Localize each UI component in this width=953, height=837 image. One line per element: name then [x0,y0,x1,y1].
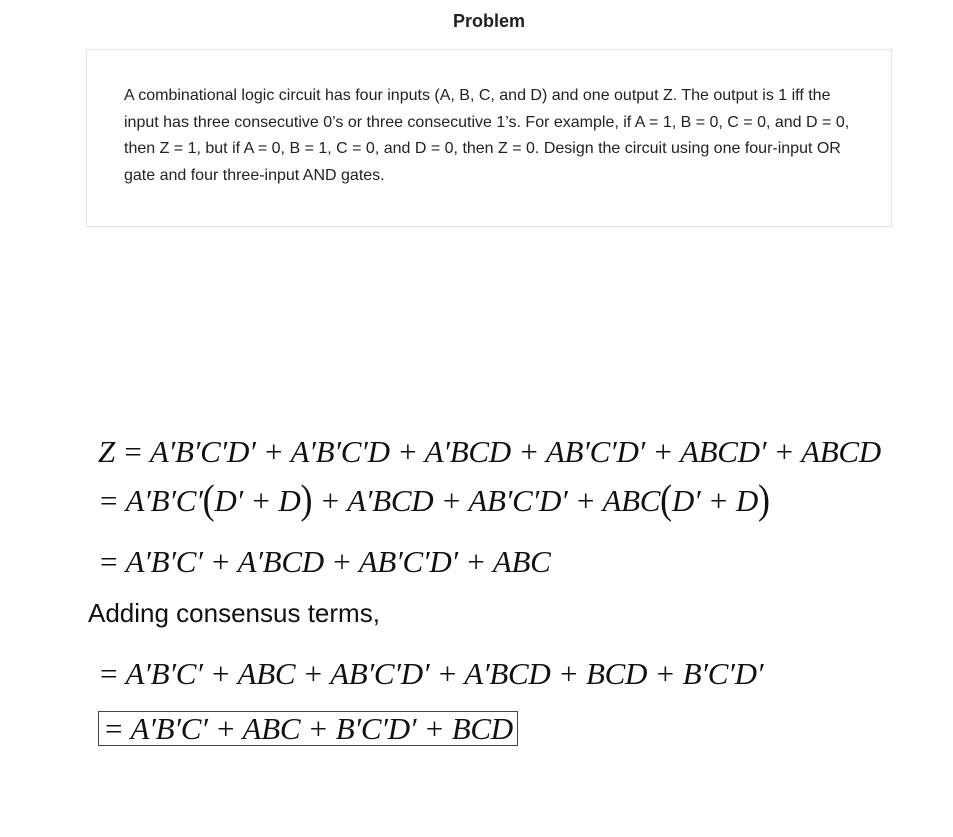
eq2-term1: = A′B′C′ [98,483,203,518]
problem-statement: A combinational logic circuit has four inputs (A, B, C, and D) and one output Z. The output is 1 iff the input has three consecutive 0’s or three consecutive 1’s. For example, if A = 1, B = 0, C = 0, and D = 0, then Z = 1, but if A = 0, B = 1, C = 0, and D = 0, then Z = 0. Design the circuit using one four-input OR gate and four three-input AND gates. [124,87,850,184]
eq2-right-paren-2: ) [758,476,770,522]
consensus-heading: Adding consensus terms, [88,598,380,628]
eq2-term2: D′ + D [214,483,301,518]
final-answer-box: = A′B′C′ + ABC + B′C′D′ + BCD [98,711,518,746]
eq2-right-paren-1: ) [300,476,313,522]
equation-simplified: = A′B′C′ + A′BCD + AB′C′D′ + ABC [98,544,551,579]
eq2-left-paren-1: ( [202,476,215,522]
eq2-term4: D′ + D [671,483,759,518]
eq2-left-paren-2: ( [660,476,672,522]
page-title: Problem [452,11,526,31]
equation-factored [98,478,770,520]
eq2-term3: + A′BCD + AB′C′D′ + ABC [312,483,661,518]
equation-sum-of-minterms: Z = A′B′C′D′ + A′B′C′D + A′BCD + AB′C′D′ + ABCD′ + ABCD [98,434,881,469]
problem-box [86,49,892,227]
equation-with-consensus: = A′B′C′ + ABC + AB′C′D′ + A′BCD + BCD + B′C′D′ [98,656,764,691]
